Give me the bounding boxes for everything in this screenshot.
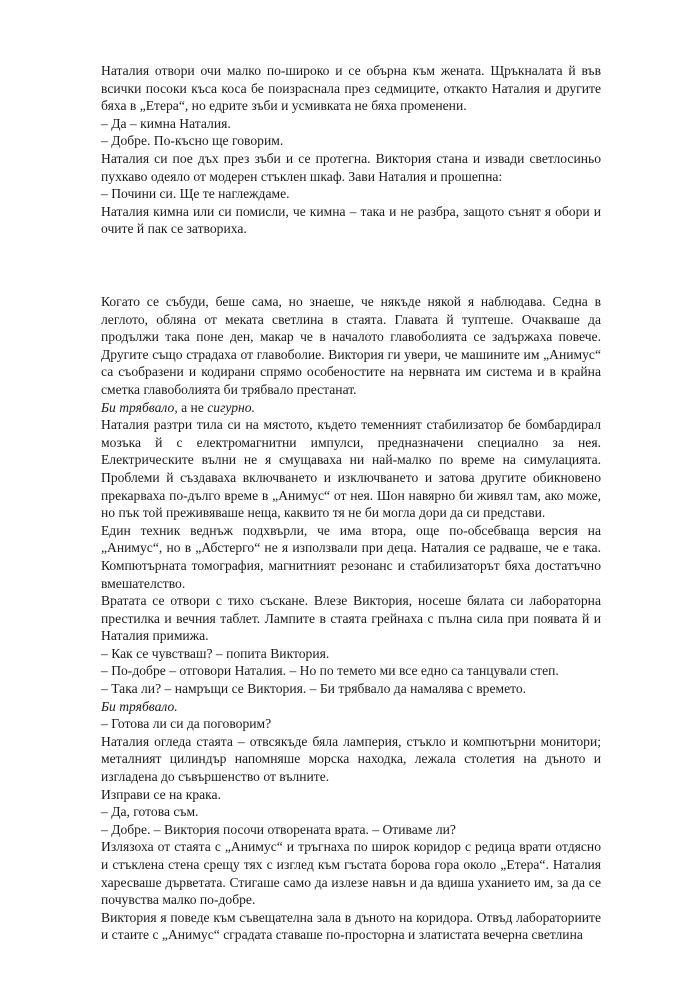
dialogue-line: – Добре. – Виктория посочи отворената врата. – Отиваме ли? (101, 821, 456, 837)
text-block-main (101, 293, 601, 944)
dialogue-line: – Готова ли си да поговорим? (101, 716, 272, 732)
dialogue-line: – Да – кимна Наталия. (101, 115, 231, 131)
dialogue-line: – Да, готова съм. (101, 804, 199, 820)
dialogue-line: – Добре. По-късно ще говорим. (101, 133, 284, 149)
paragraph: Когато се събуди, беше сама, но знаеше, че някъде някой я наблюдава. Седна в леглото, обляна от меката светлина в стаята. Главата й туптеше. Очакваше да продължи така поне ден, макар че в началото главоболията се задържаха повече. Другите също страдаха от главоболие. Виктория ги увери, че машините им „Анимус“ са съобразени и кодирани спрямо особеностите на нервната им система и в крайна сметка главоболията би трябвало престанат. (101, 294, 601, 397)
dialogue-line: – Почини си. Ще те наглеждаме. (101, 186, 290, 202)
italic-text: сигурно. (207, 399, 255, 415)
paragraph: Наталия си пое дъх през зъби и се протегна. Виктория стана и извади светлосиньо пухкаво одеяло от модерен стъклен шкаф. Зави Наталия и прошепна: (101, 150, 601, 184)
paragraph: Излязоха от стаята с „Анимус“ и тръгнаха по широк коридор с редица врати отдясно и стъклена стена срещу тях с изглед към гъстата борова гора около „Етера“. Наталия харесваше дърветата. Стигаше само да излезе навън и да вдиша уханието им, за да се почувства малко по-добре. (101, 839, 601, 908)
italic-text: Би трябвало. (101, 698, 178, 714)
italic-thought (101, 399, 601, 417)
paragraph: Наталия огледа стаята – отвсякъде бяла ламперия, стъкло и компютърни монитори; металният цилиндър напомняше морска находка, лежала столетия на дъното и изгладена до съвършенство от вълните. (101, 733, 601, 785)
paragraph: Наталия разтри тила си на мястото, където теменният стабилизатор бе бомбардирал мозъка й с електромагнитни импулси, предназначени специално за нея. Електрическите вълни не я смущаваха ни най-малко по време на симулацията. Проблеми й създаваха включването и изключването и затова другите обикновено прекарваха по-дълго време в „Анимус“ от нея. Шон навярно би живял там, ако може, но пък той преживяваше неща, каквито тя не би могла дори да си представи. (101, 417, 601, 521)
paragraph: Изправи се на крака. (101, 786, 221, 802)
italic-thought (101, 698, 601, 716)
text-block-top (101, 62, 601, 238)
dialogue-line: – Така ли? – намръщи се Виктория. – Би трябвало да намалява с времето. (101, 681, 527, 697)
paragraph: Вратата се отвори с тихо съскане. Влезе Виктория, носеше бялата си лабораторна престилка и вечния таблет. Лампите в стаята грейнаха с пълна сила при появата й и Наталия примижа. (101, 593, 601, 644)
paragraph: Наталия кимна или си помисли, че кимна – така и не разбра, защото сънят я обори и очите й пак се затвориха. (101, 203, 601, 237)
plain-text: , а не (174, 399, 208, 415)
paragraph: Един техник веднъж подхвърли, че има втора, още по-обсебваща версия на „Анимус“, но в „Абстерго“ не я използвали при деца. Наталия се радваше, че е така. Компютърната томография, магнитният резонанс и стабилизаторът бяха достатъчно вмешателство. (101, 522, 601, 591)
italic-text: Би трябвало (101, 399, 175, 415)
dialogue-line: – По-добре – отговори Наталия. – Но по темето ми все едно са танцували степ. (101, 663, 559, 679)
dialogue-line: – Как се чувстваш? – попита Виктория. (101, 645, 330, 661)
paragraph: Виктория я поведе към съвещателна зала в дъното на коридора. Отвъд лабораториите и стаите с „Анимус“ сградата ставаше по-просторна и златистата вечерна светлина (101, 909, 601, 943)
paragraph: Наталия отвори очи малко по-широко и се обърна към жената. Щръкналата й във всички посоки къса коса бе поизраснала през седмиците, откакто Наталия и другите бяха в „Етера“, но едрите зъби и усмивката не бяха променени. (101, 63, 601, 114)
